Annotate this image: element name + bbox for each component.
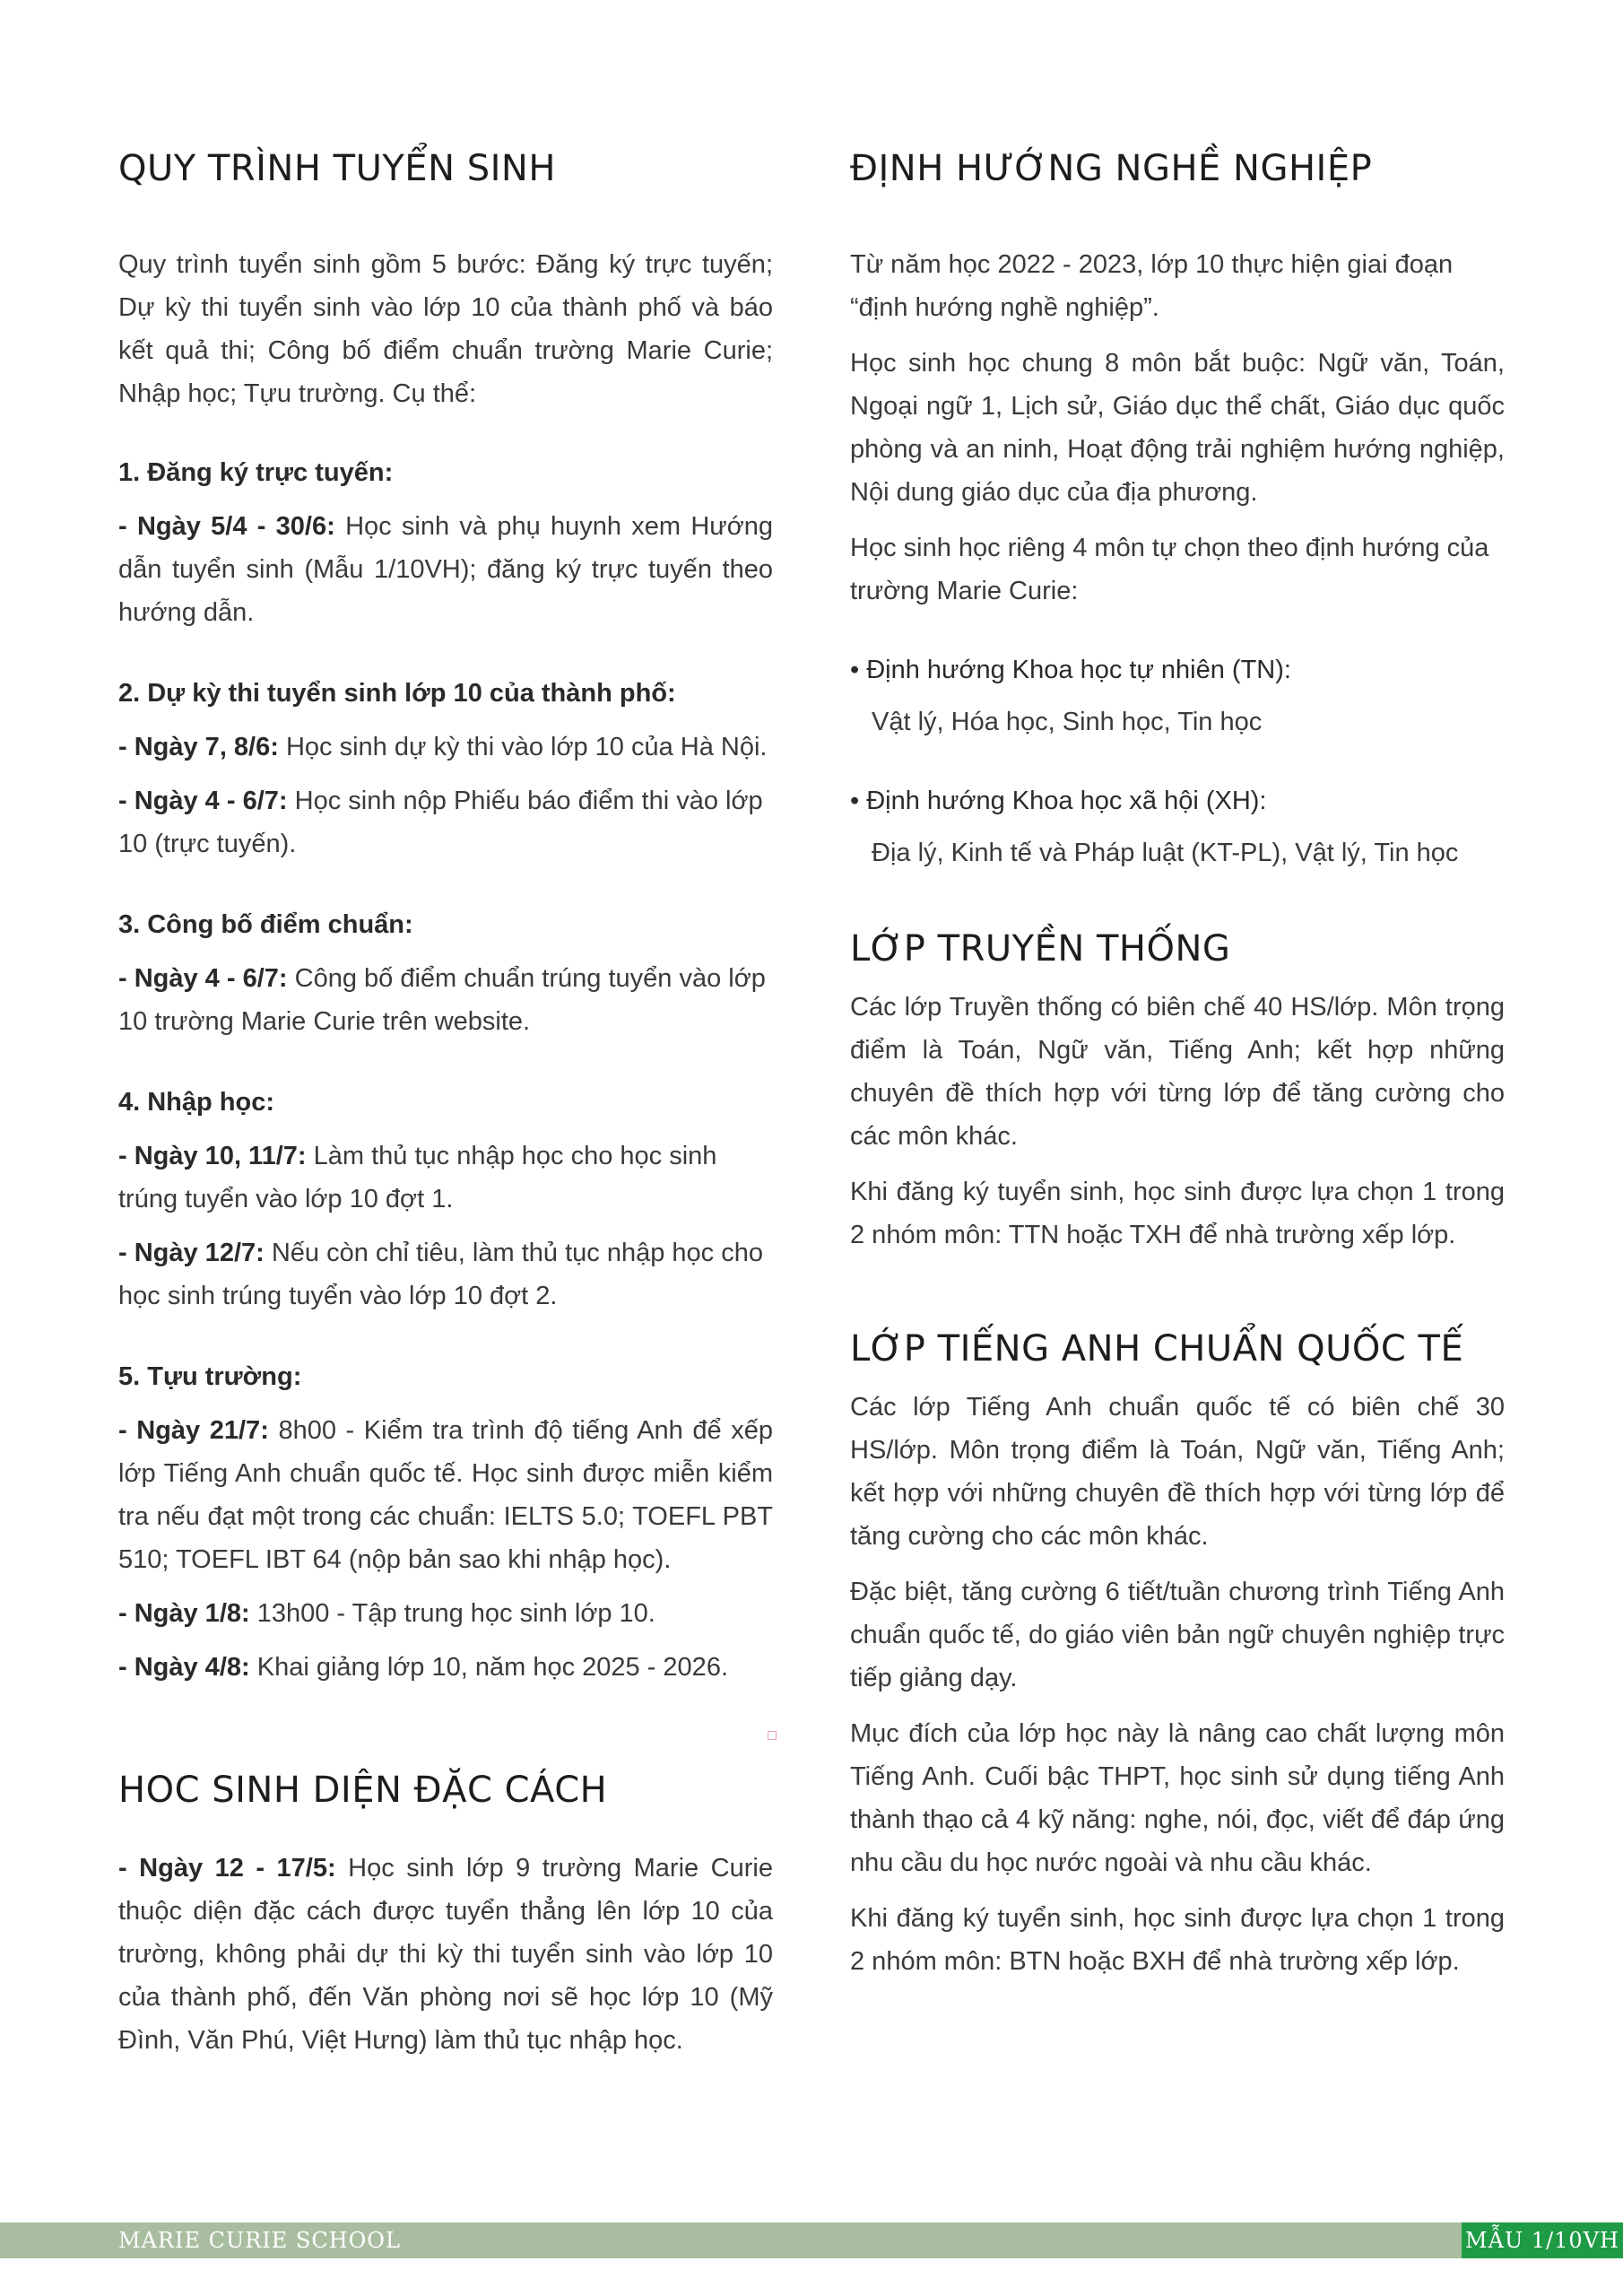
step1-title: 1. Đăng ký trực tuyến:: [118, 458, 394, 487]
step4-item-a-date: - Ngày 10, 11/7:: [118, 1142, 307, 1170]
step4-item-a-text: Làm thủ tục nhập học cho học sinh trúng tuyển vào lớp 10 đợt 1.: [118, 1142, 717, 1213]
step2-item-a-date: - Ngày 7, 8/6:: [118, 733, 279, 761]
english-paragraph-1: Các lớp Tiếng Anh chuẩn quốc tế có biên chế 30 HS/lớp. Môn trọng điểm là Toán, Ngữ văn, Tiếng Anh; kết hợp với những chuyên đề thích hợp với từng lớp để tăng cường cho các môn khác.: [850, 1393, 1505, 1551]
step2-item-b: [118, 779, 773, 865]
special-admission-date: - Ngày 12 - 17/5:: [118, 1854, 336, 1883]
step2-title: 2. Dự kỳ thi tuyển sinh lớp 10 của thành phố:: [118, 679, 676, 708]
step2-item-b-text: Học sinh nộp Phiếu báo điểm thi vào lớp 10 (trực tuyến).: [118, 787, 763, 858]
step2-item-b-date: - Ngày 4 - 6/7:: [118, 787, 288, 815]
heading-special-admission: HOC SINH DIỆN ĐẶC CÁCH: [118, 1770, 608, 1811]
step3-item: [118, 957, 773, 1043]
footer-bar: [0, 2222, 1623, 2258]
step5-item-c-text: Khai giảng lớp 10, năm học 2025 - 2026.: [249, 1653, 728, 1682]
step5-title: 5. Tựu trường:: [118, 1362, 302, 1391]
bullet-natural-sciences-subjects: Vật lý, Hóa học, Sinh học, Tin học: [872, 708, 1263, 736]
heading-admission-process: QUY TRÌNH TUYỂN SINH: [118, 148, 556, 189]
traditional-paragraph-1: Các lớp Truyền thống có biên chế 40 HS/lớp. Môn trọng điểm là Toán, Ngữ văn, Tiếng Anh; kết hợp những chuyên đề thích hợp với từng lớp để tăng cường cho các môn khác.: [850, 993, 1505, 1151]
step1-item-text: Học sinh và phụ huynh xem Hướng dẫn tuyển sinh (Mẫu 1/10VH); đăng ký trực tuyến theo hướng dẫn.: [118, 512, 773, 627]
step5-item-c-date: - Ngày 4/8:: [118, 1653, 250, 1682]
step4-item-b-text: Nếu còn chỉ tiêu, làm thủ tục nhập học cho học sinh trúng tuyển vào lớp 10 đợt 2.: [118, 1239, 763, 1310]
step3-item-date: - Ngày 4 - 6/7:: [118, 964, 288, 993]
step4-item-b: [118, 1231, 773, 1318]
step5-item-b-text: 13h00 - Tập trung học sinh lớp 10.: [249, 1599, 655, 1628]
step2-item-a: [118, 726, 773, 769]
admission-intro: Quy trình tuyển sinh gồm 5 bước: Đăng ký trực tuyến; Dự kỳ thi tuyển sinh vào lớp 10 của thành phố và báo kết quả thi; Công bố điểm chuẩn trường Marie Curie; Nhập học; Tựu trường. Cụ thể:: [118, 250, 773, 408]
step3-item-text: Công bố điểm chuẩn trúng tuyển vào lớp 10 trường Marie Curie trên website.: [118, 964, 766, 1036]
step4-item-a: [118, 1135, 773, 1221]
career-paragraph-3: Học sinh học riêng 4 môn tự chọn theo định hướng của trường Marie Curie:: [850, 534, 1489, 605]
heading-international-english-class: LỚP TIẾNG ANH CHUẨN QUỐC TẾ: [850, 1328, 1464, 1370]
step3-title: 3. Công bố điểm chuẩn:: [118, 910, 413, 939]
bullet-social-sciences: • Định hướng Khoa học xã hội (XH):: [850, 787, 1267, 815]
step5-item-b-date: - Ngày 1/8:: [118, 1599, 250, 1628]
left-column: [118, 148, 773, 2062]
step5-item-a-date: - Ngày 21/7:: [118, 1416, 269, 1445]
heading-traditional-class: LỚP TRUYỀN THỐNG: [850, 928, 1231, 970]
step5-item-c: [118, 1646, 773, 1689]
right-column: [850, 148, 1505, 1983]
step2-item-a-text: Học sinh dự kỳ thi vào lớp 10 của Hà Nội.: [278, 733, 768, 761]
special-admission-item: [118, 1847, 773, 2062]
step1-item: [118, 505, 773, 634]
footer-school-name: MARIE CURIE SCHOOL: [118, 2228, 401, 2253]
career-paragraph-1: Từ năm học 2022 - 2023, lớp 10 thực hiện giai đoạn “định hướng nghề nghiệp”.: [850, 250, 1454, 322]
bullet-social-sciences-subjects: Địa lý, Kinh tế và Pháp luật (KT-PL), Vật lý, Tin học: [872, 839, 1459, 867]
step1-item-date: - Ngày 5/4 - 30/6:: [118, 512, 335, 541]
step4-title: 4. Nhập học:: [118, 1088, 275, 1117]
traditional-paragraph-2: Khi đăng ký tuyển sinh, học sinh được lựa chọn 1 trong 2 nhóm môn: TTN hoặc TXH để nhà trường xếp lớp.: [850, 1178, 1505, 1249]
step5-item-b: [118, 1592, 773, 1635]
english-paragraph-4: Khi đăng ký tuyển sinh, học sinh được lựa chọn 1 trong 2 nhóm môn: BTN hoặc BXH để nhà trường xếp lớp.: [850, 1904, 1505, 1976]
english-paragraph-2: Đặc biệt, tăng cường 6 tiết/tuần chương trình Tiếng Anh chuẩn quốc tế, do giáo viên bản ngữ chuyên nghiệp trực tiếp giảng dạy.: [850, 1578, 1505, 1692]
bullet-natural-sciences: • Định hướng Khoa học tự nhiên (TN):: [850, 656, 1291, 684]
english-paragraph-3: Mục đích của lớp học này là nâng cao chất lượng môn Tiếng Anh. Cuối bậc THPT, học sinh sử dụng tiếng Anh thành thạo cả 4 kỹ năng: nghe, nói, đọc, viết để đáp ứng nhu cầu du học nước ngoài và nhu cầu khác.: [850, 1719, 1505, 1877]
footer-form-code: MẪU 1/10VH: [1462, 2222, 1623, 2258]
special-admission-text: Học sinh lớp 9 trường Marie Curie thuộc diện đặc cách được tuyển thẳng lên lớp 10 của trường, không phải dự thi kỳ thi tuyển sinh vào lớp 10 của thành phố, đến Văn phòng nơi sẽ học lớp 10 (Mỹ Đình, Văn Phú, Việt Hưng) làm thủ tục nhập học.: [118, 1854, 773, 2055]
heading-career-orientation: ĐỊNH HƯỚNG NGHỀ NGHIỆP: [850, 148, 1373, 189]
small-square-mark: [768, 1731, 777, 1740]
step4-item-b-date: - Ngày 12/7:: [118, 1239, 265, 1267]
career-paragraph-2: Học sinh học chung 8 môn bắt buộc: Ngữ văn, Toán, Ngoại ngữ 1, Lịch sử, Giáo dục thể chất, Giáo dục quốc phòng và an ninh, Hoạt động trải nghiệm hướng nghiệp, Nội dung giáo dục của địa phương.: [850, 349, 1505, 507]
step5-item-a: [118, 1409, 773, 1581]
step5-item-a-text: 8h00 - Kiểm tra trình độ tiếng Anh để xếp lớp Tiếng Anh chuẩn quốc tế. Học sinh được miễn kiểm tra nếu đạt một trong các chuẩn: IELTS 5.0; TOEFL PBT 510; TOEFL IBT 64 (nộp bản sao khi nhập học).: [118, 1416, 773, 1574]
